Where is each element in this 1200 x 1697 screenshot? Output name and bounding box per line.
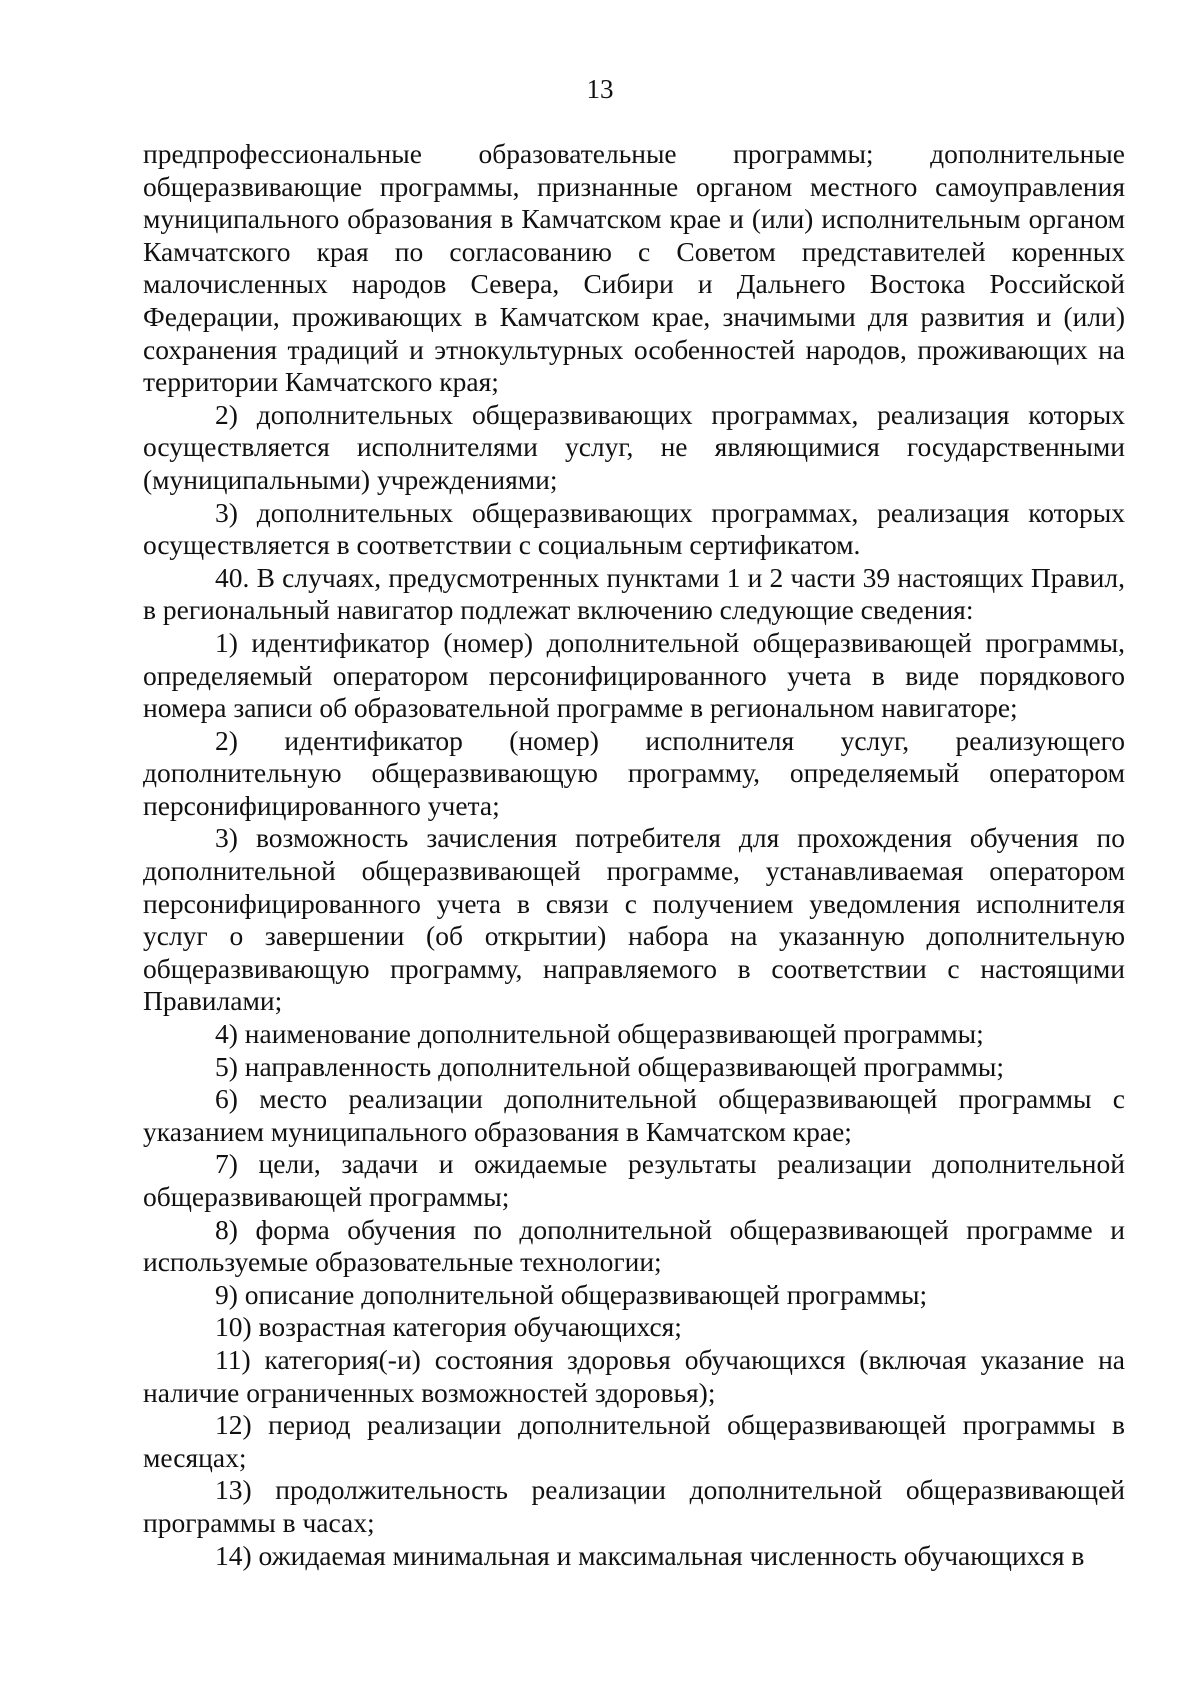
list-item-2: 2) идентификатор (номер) исполнителя услуг, реализующего дополнительную общеразвивающую программу, определяемый оператором персонифицированного учета; [143, 724, 1125, 821]
paragraph-item-3: 3) дополнительных общеразвивающих программах, реализация которых осуществляется в соответствии с социальным сертификатом. [143, 496, 1125, 561]
paragraph-item-2: 2) дополнительных общеразвивающих программах, реализация которых осуществляется исполнителями услуг, не являющимися государственными (муниципальными) учреждениями; [143, 398, 1125, 495]
list-item-10: 10) возрастная категория обучающихся; [215, 1311, 682, 1343]
list-item-1: 1) идентификатор (номер) дополнительной общеразвивающей программы, определяемый оператором персонифицированного учета в виде порядкового номера записи об образовательной программе в региональном навигаторе; [143, 626, 1125, 724]
list-item-8: 8) форма обучения по дополнительной общеразвивающей программе и используемые образовательные технологии; [143, 1213, 1125, 1278]
list-item-5: 5) направленность дополнительной общеразвивающей программы; [215, 1050, 1004, 1082]
paragraph-clause-40: 40. В случаях, предусмотренных пунктами 1 и 2 части 39 настоящих Правил, в региональный навигатор подлежат включению следующие сведения: [143, 561, 1125, 626]
list-item-13: 13) продолжительность реализации дополнительной общеразвивающей программы в часах; [143, 1474, 1125, 1538]
paragraph-continuation: предпрофессиональные образовательные программы; дополнительные общеразвивающие программы, признанные органом местного самоуправления муниципального образования в Камчатском крае и (или) исполнительным органом Камчатского края по согласованию с Советом представителей коренных малочисленных народов Севера, Сибири и Дальнего Востока Российской Федерации, проживающих в Камчатском крае, значимыми для развития и (или) сохранения традиций и этнокультурных особенностей народов, проживающих на территории Камчатского края; [143, 138, 1125, 398]
page-number: 13 [586, 74, 614, 104]
list-item-11: 11) категория(-и) состояния здоровья обучающихся (включая указание на наличие ограниченных возможностей здоровья); [143, 1343, 1125, 1408]
list-item-4: 4) наименование дополнительной общеразвивающей программы; [215, 1018, 984, 1050]
list-item-14: 14) ожидаемая минимальная и максимальная численность обучающихся в [215, 1539, 1085, 1571]
document-body [143, 138, 1125, 1572]
list-item-6: 6) место реализации дополнительной общеразвивающей программы с указанием муниципального образования в Камчатском крае; [143, 1083, 1125, 1147]
list-item-7: 7) цели, задачи и ожидаемые результаты реализации дополнительной общеразвивающей программы; [143, 1148, 1125, 1212]
list-item-3: 3) возможность зачисления потребителя для прохождения обучения по дополнительной общеразвивающей программе, устанавливаемая оператором персонифицированного учета в связи с получением уведомления исполнителя услуг о завершении (об открытии) набора на указанную дополнительную общеразвивающую программу, направляемого в соответствии с настоящими Правилами; [143, 822, 1125, 1017]
list-item-9: 9) описание дополнительной общеразвивающей программы; [215, 1278, 928, 1310]
list-item-12: 12) период реализации дополнительной общеразвивающей программы в месяцах; [143, 1409, 1125, 1473]
